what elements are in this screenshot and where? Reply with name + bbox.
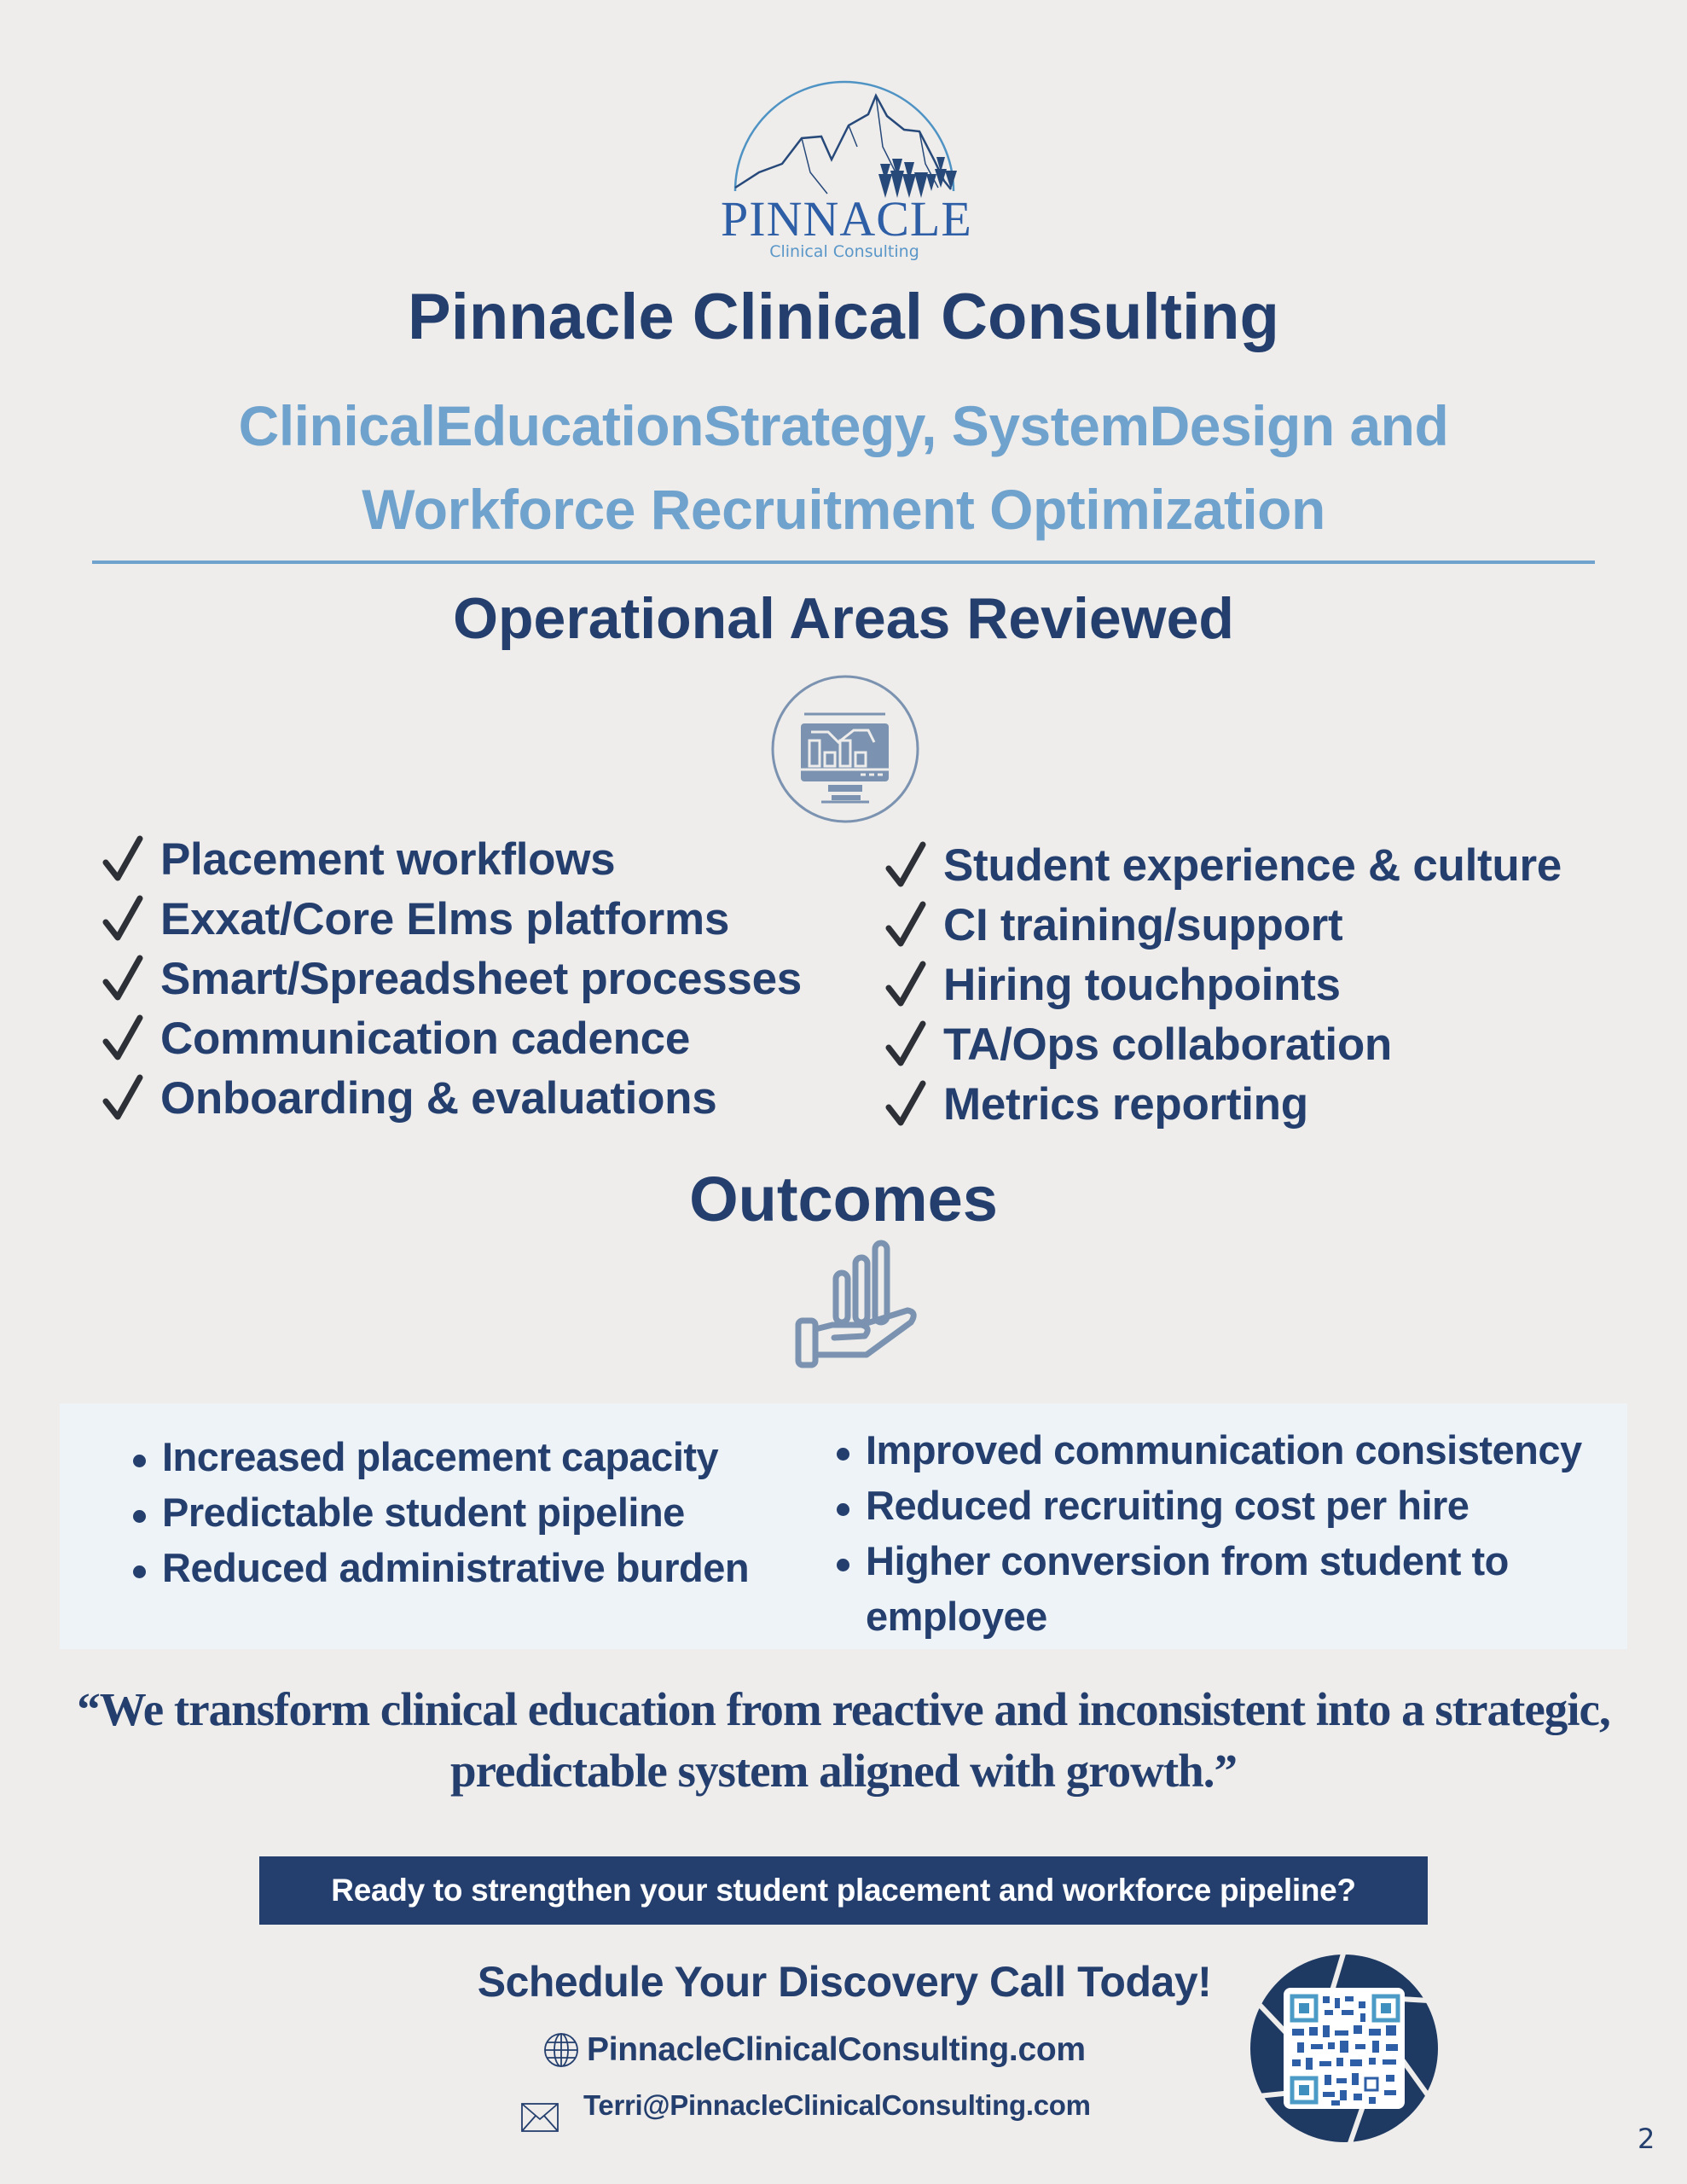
- checkmark-icon: [884, 1019, 940, 1070]
- checklist-item: CI training/support: [884, 895, 1562, 955]
- company-title: Pinnacle Clinical Consulting: [408, 281, 1279, 353]
- checkmark-icon: [884, 899, 940, 950]
- company-logo: [721, 44, 972, 266]
- globe-icon: [542, 2031, 580, 2069]
- checklist-item: Placement workflows: [101, 829, 802, 889]
- mission-quote: “We transform clinical education from reactive and inconsistent into a strategic, predictable system aligned with growth.”: [77, 1683, 1610, 1797]
- outcome-item: Increased placement capacity: [128, 1429, 759, 1484]
- checkmark-icon: [101, 953, 157, 1004]
- checklist-item: Metrics reporting: [884, 1074, 1562, 1134]
- outcome-item: Improved communication consistency: [832, 1422, 1625, 1478]
- outcomes-left-list: [128, 1429, 759, 1595]
- checklist-item: Onboarding & evaluations: [101, 1068, 802, 1128]
- qr-code[interactable]: [1249, 1954, 1439, 2143]
- checklist-item: Smart/Spreadsheet processes: [101, 949, 802, 1008]
- operational-areas-left-list: [101, 829, 802, 1128]
- divider: [92, 561, 1595, 564]
- outcome-item: Predictable student pipeline: [128, 1484, 759, 1540]
- outcomes-panel: [60, 1403, 1627, 1649]
- email-link[interactable]: [520, 2078, 1091, 2133]
- checkmark-icon: [884, 959, 940, 1010]
- checklist-item: TA/Ops collaboration: [884, 1014, 1562, 1074]
- envelope-icon: [520, 2102, 559, 2133]
- website-link[interactable]: [542, 2031, 1086, 2069]
- logo-tagline: Clinical Consulting: [769, 242, 919, 261]
- checkmark-icon: [884, 839, 940, 891]
- page-number: 2: [1638, 2123, 1655, 2155]
- outcomes-heading: Outcomes: [689, 1164, 998, 1234]
- checkmark-icon: [101, 893, 157, 944]
- website-text[interactable]: PinnacleClinicalConsulting.com: [587, 2031, 1086, 2068]
- hand-growth-chart-icon: [793, 1237, 921, 1370]
- checklist-item: Student experience & culture: [884, 835, 1562, 895]
- outcome-item: Reduced recruiting cost per hire: [832, 1478, 1625, 1533]
- cta-banner: Ready to strengthen your student placement and workforce pipeline?: [259, 1856, 1428, 1925]
- checklist-item: Hiring touchpoints: [884, 955, 1562, 1014]
- checkmark-icon: [101, 834, 157, 885]
- operational-areas-right-list: [884, 835, 1562, 1134]
- outcomes-right-list: [832, 1422, 1625, 1644]
- outcome-item: Reduced administrative burden: [128, 1540, 759, 1595]
- checkmark-icon: [884, 1078, 940, 1130]
- mountain-logo-icon: [721, 44, 968, 198]
- checkmark-icon: [101, 1013, 157, 1064]
- monitor-chart-icon: [770, 674, 920, 824]
- checklist-item: Communication cadence: [101, 1008, 802, 1068]
- email-text[interactable]: Terri@PinnacleClinicalConsulting.com: [583, 2089, 1091, 2121]
- schedule-call-heading: Schedule Your Discovery Call Today!: [477, 1958, 1212, 2006]
- outcome-item: Higher conversion from student to employee: [832, 1533, 1625, 1644]
- subtitle: ClinicalEducationStrategy, SystemDesign and Workforce Recruitment Optimization: [238, 394, 1449, 541]
- checkmark-icon: [101, 1072, 157, 1124]
- checklist-item: Exxat/Core Elms platforms: [101, 889, 802, 949]
- operational-areas-heading: Operational Areas Reviewed: [453, 586, 1234, 651]
- logo-wordmark: PINNACLE: [721, 191, 972, 247]
